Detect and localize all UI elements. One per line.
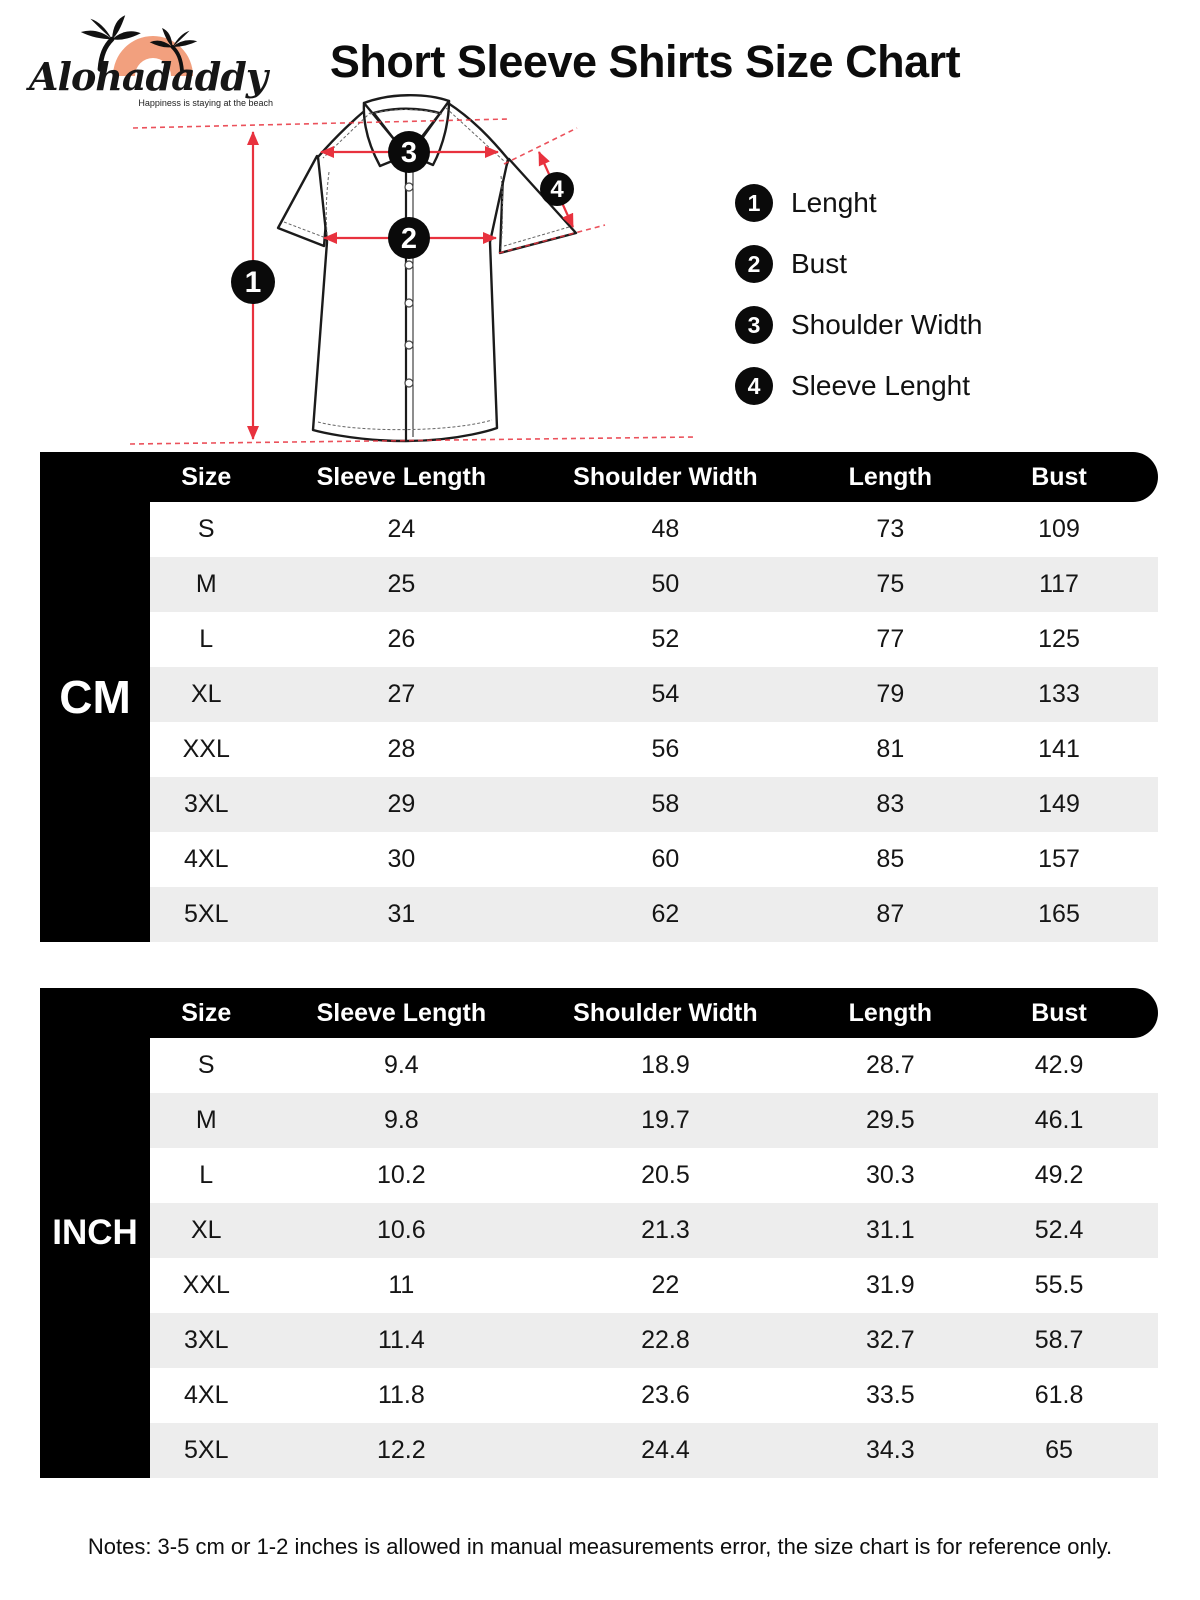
brand-tagline: Happiness is staying at the beach — [138, 98, 273, 108]
cell-size: M — [195, 570, 217, 598]
table-row — [150, 777, 1158, 832]
cell-shoulder: 19.7 — [641, 1106, 690, 1134]
cell-length: 77 — [876, 625, 905, 653]
table-row — [150, 1258, 1158, 1313]
header-sleeve-length: Sleeve Length — [316, 462, 487, 491]
cell-shoulder: 23.6 — [641, 1381, 690, 1409]
cell-shoulder: 21.3 — [641, 1216, 690, 1244]
cell-shoulder: 22 — [651, 1271, 680, 1299]
page-title: Short Sleeve Shirts Size Chart — [329, 36, 961, 87]
inch-size-table — [40, 988, 1158, 1478]
cell-bust: 49.2 — [1034, 1161, 1084, 1189]
cell-sleeve: 25 — [387, 570, 416, 598]
cell-size: S — [197, 1051, 215, 1079]
header-size: Size — [181, 998, 232, 1027]
header-bust: Bust — [1031, 462, 1087, 491]
cell-bust: 58.7 — [1034, 1326, 1084, 1354]
legend-item-shoulder — [735, 305, 982, 345]
table-row — [150, 1093, 1158, 1148]
cell-sleeve: 24 — [387, 515, 416, 543]
legend-label-shoulder: Shoulder Width — [791, 309, 983, 340]
cell-size: L — [199, 625, 214, 653]
cell-length: 87 — [876, 900, 905, 928]
cell-length: 79 — [876, 680, 905, 708]
cell-size: 5XL — [183, 1436, 229, 1464]
table-row — [150, 887, 1158, 942]
table-row — [150, 832, 1158, 887]
cell-shoulder: 24.4 — [641, 1436, 690, 1464]
legend-item-sleeve — [735, 366, 982, 406]
cell-size: L — [199, 1161, 214, 1189]
cell-shoulder: 20.5 — [641, 1161, 690, 1189]
cell-sleeve: 9.8 — [383, 1106, 419, 1134]
cell-size: S — [197, 515, 215, 543]
cell-length: 81 — [876, 735, 905, 763]
cell-length: 28.7 — [865, 1051, 915, 1079]
cell-shoulder: 52 — [651, 625, 680, 653]
measurement-legend — [735, 183, 982, 427]
cm-table-header — [40, 452, 1158, 502]
table-row — [150, 557, 1158, 612]
cell-sleeve: 30 — [387, 845, 416, 873]
cell-sleeve: 31 — [387, 900, 416, 928]
header-length: Length — [848, 462, 932, 491]
brand-name: Alohadaddy — [29, 54, 267, 99]
legend-item-bust — [735, 244, 982, 284]
cell-shoulder: 48 — [651, 515, 680, 543]
cell-size: M — [195, 1106, 217, 1134]
cell-size: 3XL — [183, 790, 229, 818]
cell-bust: 46.1 — [1034, 1106, 1084, 1134]
diagram-badge-4: 4 — [550, 176, 564, 203]
sleeve-guide-top — [504, 128, 577, 164]
cell-sleeve: 10.6 — [377, 1216, 426, 1244]
cell-shoulder: 56 — [651, 735, 680, 763]
cell-length: 29.5 — [865, 1106, 915, 1134]
cell-size: XL — [190, 680, 222, 708]
cell-shoulder: 58 — [651, 790, 680, 818]
cell-length: 75 — [876, 570, 905, 598]
cell-bust: 65 — [1045, 1436, 1073, 1464]
header-shoulder-width: Shoulder Width — [573, 998, 758, 1027]
table-row — [150, 722, 1158, 777]
cell-sleeve: 29 — [387, 790, 416, 818]
header-size: Size — [181, 462, 232, 491]
header-length: Length — [848, 998, 932, 1027]
cell-sleeve: 26 — [387, 625, 416, 653]
diagram-badge-2: 2 — [400, 223, 418, 255]
cell-bust: 109 — [1038, 515, 1080, 543]
cell-length: 34.3 — [865, 1436, 915, 1464]
inch-table-header — [40, 988, 1158, 1038]
inch-unit-label: INCH — [52, 1213, 138, 1252]
cell-bust: 157 — [1038, 845, 1080, 873]
cm-table-rows — [150, 502, 1158, 942]
header-bust: Bust — [1031, 998, 1087, 1027]
cell-length: 33.5 — [865, 1381, 915, 1409]
cell-length: 31.9 — [865, 1271, 915, 1299]
diagram-badge-1: 1 — [244, 266, 262, 299]
cell-length: 83 — [876, 790, 905, 818]
header-sleeve-length: Sleeve Length — [316, 998, 487, 1027]
cell-length: 73 — [876, 515, 905, 543]
cell-bust: 165 — [1038, 900, 1080, 928]
cell-shoulder: 50 — [651, 570, 680, 598]
cell-bust: 141 — [1038, 735, 1080, 763]
cell-sleeve: 9.4 — [383, 1051, 419, 1079]
cell-length: 31.1 — [865, 1216, 915, 1244]
cell-bust: 61.8 — [1034, 1381, 1084, 1409]
cell-length: 30.3 — [865, 1161, 915, 1189]
cell-length: 32.7 — [865, 1326, 915, 1354]
legend-label-length: Lenght — [791, 187, 877, 218]
cm-unit-band — [40, 452, 150, 942]
legend-label-sleeve: Sleeve Lenght — [791, 370, 971, 401]
cell-size: XL — [190, 1216, 222, 1244]
cell-sleeve: 11.8 — [377, 1381, 425, 1409]
cell-bust: 149 — [1038, 790, 1080, 818]
cell-sleeve: 27 — [387, 680, 416, 708]
cell-shoulder: 18.9 — [641, 1051, 690, 1079]
table-row — [150, 1038, 1158, 1093]
cell-size: XXL — [182, 1271, 230, 1299]
header-shoulder-width: Shoulder Width — [573, 462, 758, 491]
cell-bust: 55.5 — [1034, 1271, 1084, 1299]
inch-table-rows — [150, 1038, 1158, 1478]
cm-unit-label: CM — [59, 671, 131, 723]
legend-item-length — [735, 183, 982, 223]
legend-badge-2: 2 — [735, 245, 773, 283]
cell-sleeve: 28 — [387, 735, 416, 763]
legend-badge-4: 4 — [735, 367, 773, 405]
table-row — [150, 667, 1158, 722]
cell-bust: 125 — [1038, 625, 1080, 653]
cell-bust: 52.4 — [1034, 1216, 1084, 1244]
cell-sleeve: 12.2 — [377, 1436, 426, 1464]
legend-badge-1: 1 — [735, 184, 773, 222]
table-row — [150, 612, 1158, 667]
shirt-collar-band — [364, 95, 449, 114]
legend-badge-3: 3 — [735, 306, 773, 344]
cell-sleeve: 11.4 — [377, 1326, 425, 1354]
cell-shoulder: 60 — [651, 845, 680, 873]
diagram-badge-3: 3 — [400, 137, 418, 169]
inch-unit-band — [40, 988, 150, 1478]
cell-size: XXL — [182, 735, 230, 763]
cell-sleeve: 11 — [388, 1271, 415, 1299]
cell-bust: 42.9 — [1034, 1051, 1084, 1079]
cell-bust: 117 — [1039, 570, 1079, 598]
table-row — [150, 1203, 1158, 1258]
cell-size: 3XL — [183, 1326, 229, 1354]
table-row — [150, 502, 1158, 557]
cell-size: 4XL — [183, 845, 229, 873]
cell-sleeve: 10.2 — [377, 1161, 426, 1189]
cell-length: 85 — [876, 845, 905, 873]
table-row — [150, 1313, 1158, 1368]
notes-text: Notes: 3-5 cm or 1-2 inches is allowed in manual measurements error, the size chart is for reference only. — [87, 1534, 1113, 1559]
table-row — [150, 1368, 1158, 1423]
cell-size: 4XL — [183, 1381, 229, 1409]
table-row — [150, 1423, 1158, 1478]
cell-size: 5XL — [183, 900, 229, 928]
cell-shoulder: 54 — [651, 680, 680, 708]
legend-label-bust: Bust — [791, 248, 848, 279]
cell-shoulder: 62 — [651, 900, 680, 928]
cell-bust: 133 — [1038, 680, 1080, 708]
cm-size-table — [40, 452, 1158, 942]
cell-shoulder: 22.8 — [641, 1326, 690, 1354]
table-row — [150, 1148, 1158, 1203]
shirt-measurement-diagram — [80, 92, 700, 464]
